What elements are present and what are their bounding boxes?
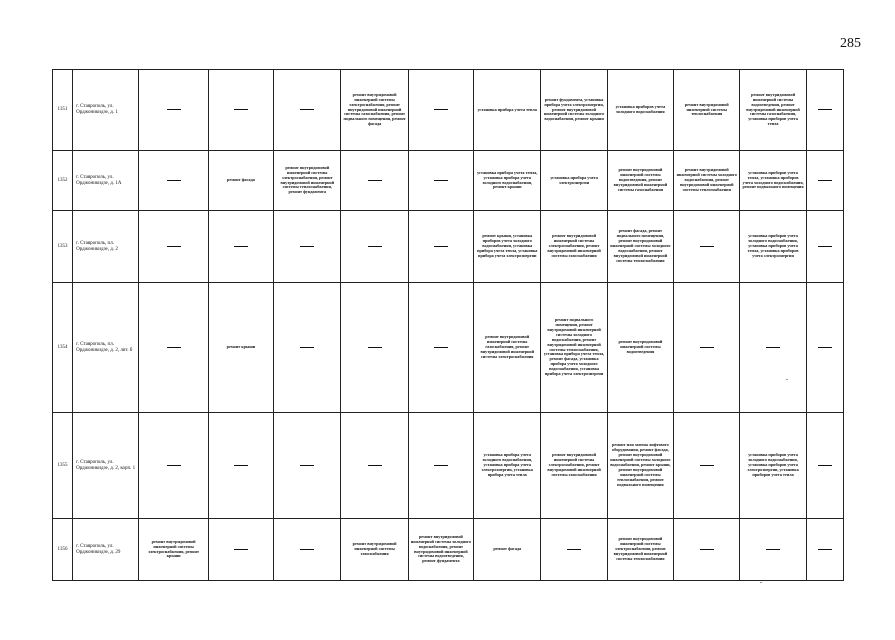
- dash-mark: [434, 246, 448, 247]
- dash-mark: [368, 180, 382, 181]
- work-type-cell: ремонт внутридомовой инженерной системы теплоснабжения: [674, 70, 740, 151]
- dash-mark: [700, 347, 714, 348]
- dash-mark: [700, 246, 714, 247]
- work-type-cell: установка приборов учета холодного водоснабжения: [607, 70, 673, 151]
- empty-dash-cell: [274, 211, 341, 283]
- work-type-cell: ремонт внутридомовой инженерной системы водоотведения: [607, 283, 673, 413]
- dash-mark: [434, 109, 448, 110]
- empty-dash-cell: [674, 519, 740, 581]
- work-type-cell: ремонт внутридомовой инженерной системы электроснабжения, ремонт внутридомовой инженерной системы газоснабжения: [541, 211, 607, 283]
- dash-mark: [818, 109, 832, 110]
- empty-dash-cell: [408, 413, 473, 519]
- row-number: 1352: [53, 151, 73, 211]
- work-type-cell: ремонт внутридомовой инженерной системы водоотведения, ремонт внутридомовой инженерной системы газоснабжения, установка приборов учета тепла: [740, 70, 806, 151]
- dash-mark: [167, 465, 181, 466]
- dash-mark: [567, 549, 581, 550]
- empty-dash-cell: [341, 211, 408, 283]
- table-row: [53, 70, 844, 151]
- work-type-cell: ремонт внутридомовой инженерной системы электроснабжения, ремонт крыши: [139, 519, 208, 581]
- empty-dash-cell: [341, 151, 408, 211]
- dash-mark: [368, 246, 382, 247]
- repair-schedule-table: [52, 69, 844, 581]
- work-type-cell: ремонт внутридомовой инженерной системы электроснабжения, ремонт внутридомовой инженерной системы теплоснабжения: [607, 519, 673, 581]
- empty-dash-cell: [408, 283, 473, 413]
- table-row: [53, 283, 844, 413]
- address-cell: г. Ставрополь, ул. Орджоникидзе, д. 1: [73, 70, 139, 151]
- scan-speck: [786, 379, 788, 380]
- empty-dash-cell: [806, 211, 843, 283]
- empty-dash-cell: [208, 519, 273, 581]
- dash-mark: [234, 109, 248, 110]
- dash-mark: [818, 180, 832, 181]
- work-type-cell: ремонт внутридомовой инженерной системы электроснабжения, ремонт внутридомовой инженерной системы газоснабжения: [541, 413, 607, 519]
- empty-dash-cell: [139, 211, 208, 283]
- work-type-cell: ремонт крыши: [208, 283, 273, 413]
- empty-dash-cell: [674, 413, 740, 519]
- work-type-cell: ремонт внутридомовой инженерной системы холодного водоснабжения, ремонт внутридомовой инженерной системы водоотведения, ремонт фундамента: [408, 519, 473, 581]
- work-type-cell: установка приборов учета холодного водоснабжения, установка приборов учета тепла, установка приборов учета электроэнергии: [740, 211, 806, 283]
- empty-dash-cell: [274, 283, 341, 413]
- empty-dash-cell: [541, 519, 607, 581]
- empty-dash-cell: [208, 70, 273, 151]
- empty-dash-cell: [806, 151, 843, 211]
- empty-dash-cell: [341, 413, 408, 519]
- work-type-cell: ремонт фасада: [474, 519, 541, 581]
- table-row: [53, 211, 844, 283]
- work-type-cell: ремонт внутридомовой инженерной системы холодного водоснабжения, ремонт внутридомовой инженерной системы теплоснабжения: [674, 151, 740, 211]
- empty-dash-cell: [274, 70, 341, 151]
- empty-dash-cell: [806, 70, 843, 151]
- empty-dash-cell: [408, 70, 473, 151]
- work-type-cell: установка приборов учета тепла, установка приборов учета холодного водоснабжения, ремонт подвального помещения: [740, 151, 806, 211]
- work-type-cell: ремонт или замена лифтового оборудования, ремонт фасада, ремонт внутридомовой инженерной системы холодного водоснабжения, ремонт крыши, ремонт внутридомовой инженерной системы теплоснабжения, ремонт подвального помещения: [607, 413, 673, 519]
- address-cell: г. Ставрополь, ул. Орджоникидзе, д. 2, корп. 1: [73, 413, 139, 519]
- empty-dash-cell: [806, 413, 843, 519]
- table-row: [53, 519, 844, 581]
- dash-mark: [167, 347, 181, 348]
- empty-dash-cell: [806, 283, 843, 413]
- address-cell: г. Ставрополь, ул. Орджоникидзе, д. 29: [73, 519, 139, 581]
- work-type-cell: установка прибора учета холодного водоснабжения, установка прибора учета электроэнергии, установка прибора учета тепла: [474, 413, 541, 519]
- dash-mark: [234, 246, 248, 247]
- dash-mark: [766, 549, 780, 550]
- dash-mark: [234, 549, 248, 550]
- work-type-cell: ремонт фасада: [208, 151, 273, 211]
- work-type-cell: ремонт внутридомовой инженерной системы газоснабжения, ремонт внутридомовой инженерной системы электроснабжения: [474, 283, 541, 413]
- empty-dash-cell: [139, 413, 208, 519]
- empty-dash-cell: [674, 211, 740, 283]
- work-type-cell: установка прибора учета тепла, установка прибора учета холодного водоснабжения, ремонт крыши: [474, 151, 541, 211]
- scan-speck: [760, 582, 762, 583]
- empty-dash-cell: [139, 151, 208, 211]
- address-cell: г. Ставрополь, пл. Орджоникидзе, д. 2: [73, 211, 139, 283]
- page-number: 285: [840, 36, 861, 51]
- table-row: [53, 413, 844, 519]
- empty-dash-cell: [139, 283, 208, 413]
- row-number: 1351: [53, 70, 73, 151]
- dash-mark: [818, 549, 832, 550]
- row-number: 1355: [53, 413, 73, 519]
- empty-dash-cell: [208, 413, 273, 519]
- empty-dash-cell: [408, 211, 473, 283]
- work-type-cell: ремонт внутридомовой инженерной системы водоотведения, ремонт внутридомовой инженерной системы газоснабжения: [607, 151, 673, 211]
- work-type-cell: установка прибора учета тепла: [474, 70, 541, 151]
- empty-dash-cell: [408, 151, 473, 211]
- dash-mark: [818, 465, 832, 466]
- empty-dash-cell: [139, 70, 208, 151]
- address-cell: г. Ставрополь, ул. Орджоникидзе, д. 1А: [73, 151, 139, 211]
- work-type-cell: ремонт внутридомовой инженерной системы электроснабжения, ремонт внутридомовой инженерной системы газоснабжения, ремонт подвального помещения, ремонт фасада: [341, 70, 408, 151]
- dash-mark: [434, 465, 448, 466]
- empty-dash-cell: [274, 413, 341, 519]
- empty-dash-cell: [740, 519, 806, 581]
- row-number: 1353: [53, 211, 73, 283]
- dash-mark: [818, 347, 832, 348]
- empty-dash-cell: [806, 519, 843, 581]
- empty-dash-cell: [674, 283, 740, 413]
- empty-dash-cell: [740, 283, 806, 413]
- address-cell: г. Ставрополь, пл. Орджоникидзе, д. 2, лит. б: [73, 283, 139, 413]
- dash-mark: [300, 109, 314, 110]
- work-type-cell: установка приборов учета холодного водоснабжения, установка приборов учета электроэнергии, установка приборов учета тепла: [740, 413, 806, 519]
- dash-mark: [766, 347, 780, 348]
- work-type-cell: ремонт подвального помещения, ремонт внутридомовой инженерной системы холодного водоснабжения, ремонт внутридомовой инженерной системы теплоснабжения, установка прибора учета тепла, ремонт фасада, установка прибора учета холодного водоснабжения, установка прибора учета электроэнергии: [541, 283, 607, 413]
- dash-mark: [700, 465, 714, 466]
- dash-mark: [300, 347, 314, 348]
- empty-dash-cell: [274, 519, 341, 581]
- dash-mark: [167, 180, 181, 181]
- work-type-cell: ремонт фундамента, установка прибора учета электроэнергии, ремонт внутридомовой инженерной системы холодного водоснабжения, ремонт крыши: [541, 70, 607, 151]
- dash-mark: [167, 109, 181, 110]
- empty-dash-cell: [341, 283, 408, 413]
- work-type-cell: установка прибора учета электроэнергии: [541, 151, 607, 211]
- dash-mark: [167, 246, 181, 247]
- work-type-cell: ремонт внутридомовой инженерной системы газоснабжения: [341, 519, 408, 581]
- work-type-cell: ремонт фасада, ремонт подвального помещения, ремонт внутридомовой инженерной системы холодного водоснабжения, ремонт внутридомовой инженерной системы теплоснабжения: [607, 211, 673, 283]
- dash-mark: [700, 549, 714, 550]
- empty-dash-cell: [208, 211, 273, 283]
- dash-mark: [818, 246, 832, 247]
- dash-mark: [368, 465, 382, 466]
- table-row: [53, 151, 844, 211]
- dash-mark: [300, 246, 314, 247]
- dash-mark: [434, 347, 448, 348]
- dash-mark: [234, 465, 248, 466]
- dash-mark: [300, 465, 314, 466]
- dash-mark: [434, 180, 448, 181]
- work-type-cell: ремонт внутридомовой инженерной системы электроснабжения, ремонт внутридомовой инженерной системы теплоснабжения, ремонт фундамента: [274, 151, 341, 211]
- table-body: [53, 70, 844, 581]
- dash-mark: [300, 549, 314, 550]
- work-type-cell: ремонт крыши, установка приборов учета холодного водоснабжения, установка прибора учета тепла, установка прибора учета электроэнергии: [474, 211, 541, 283]
- dash-mark: [368, 347, 382, 348]
- row-number: 1354: [53, 283, 73, 413]
- row-number: 1356: [53, 519, 73, 581]
